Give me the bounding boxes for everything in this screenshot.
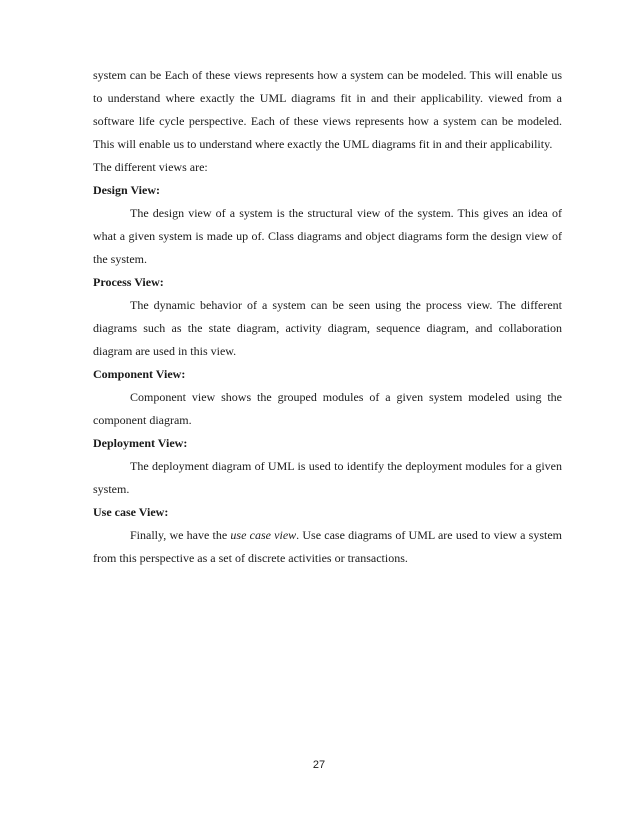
component-view-paragraph: Component view shows the grouped modules of a given system modeled using the component diagram. [93, 390, 562, 427]
views-intro-line: The different views are: [93, 160, 208, 174]
design-view-heading: Design View: [93, 183, 160, 197]
design-view-paragraph: The design view of a system is the structural view of the system. This gives an idea of what a given system is made up of. Class diagrams and object diagrams form the design view of the system. [93, 206, 562, 266]
deployment-view-paragraph: The deployment diagram of UML is used to identify the deployment modules for a given system. [93, 459, 562, 496]
use-case-text-before: Finally, we have the [130, 528, 231, 542]
process-view-paragraph: The dynamic behavior of a system can be seen using the process view. The different diagrams such as the state diagram, activity diagram, sequence diagram, and collaboration diagram are used in this view. [93, 298, 562, 358]
page-body [93, 64, 562, 570]
deployment-view-heading: Deployment View: [93, 436, 188, 450]
page-number: 27 [312, 759, 326, 771]
intro-paragraph: system can be Each of these views represents how a system can be modeled. This will enable us to understand where exactly the UML diagrams fit in and their applicability. viewed from a software life cycle perspective. Each of these views represents how a system can be modeled. This will enable us to understand where exactly the UML diagrams fit in and their applicability. [93, 68, 562, 151]
component-view-heading: Component View: [93, 367, 186, 381]
use-case-text-after: . Use case diagrams of UML are used to view a system from this perspective as a set of discrete activities or transactions. [93, 528, 563, 565]
use-case-view-paragraph [93, 524, 562, 570]
process-view-heading: Process View: [93, 275, 164, 289]
use-case-view-heading: Use case View: [93, 505, 169, 519]
use-case-emphasis: use case view [230, 528, 297, 542]
